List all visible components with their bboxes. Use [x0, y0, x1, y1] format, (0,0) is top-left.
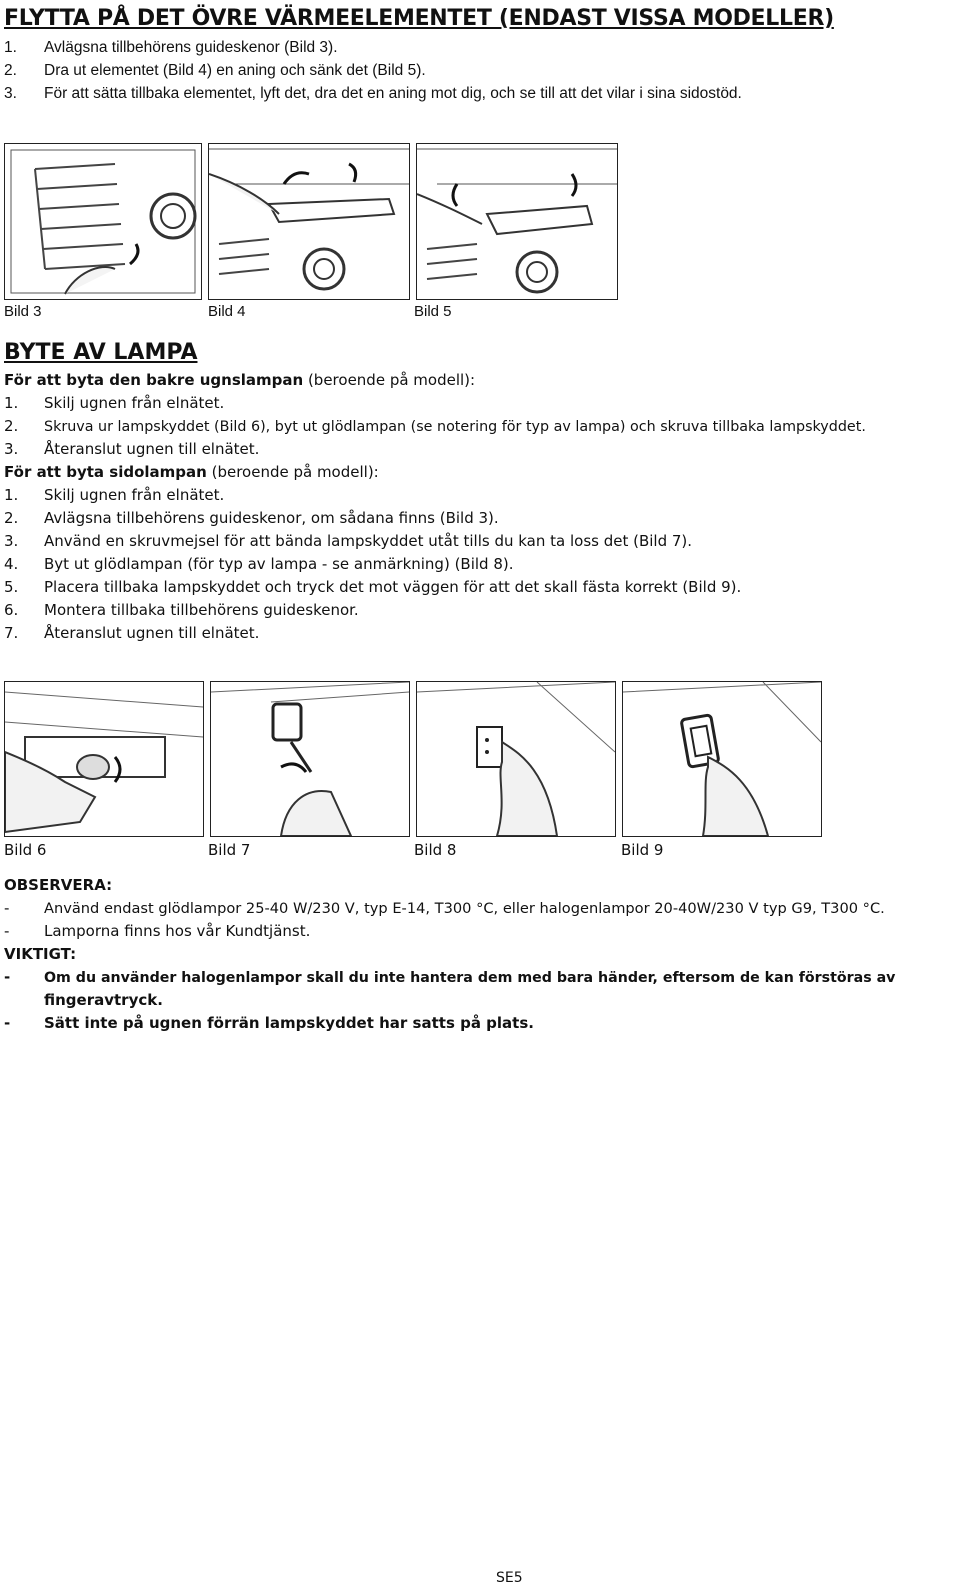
figure-caption: Bild 6 — [4, 841, 47, 859]
intro-bold: För att byta sidolampan — [4, 463, 207, 481]
list-item — [4, 485, 224, 505]
step-text: Skruva ur lampskyddet (Bild 6), byt ut glödlampan (se notering för typ av lampa) och skruva tillbaka lampskyddet. — [44, 419, 866, 435]
intro-rest: (beroende på modell): — [206, 463, 379, 481]
step-number: 1. — [4, 39, 17, 56]
section-heading-lamp: BYTE AV LAMPA — [4, 340, 198, 365]
step-text: Återanslut ugnen till elnätet. — [44, 440, 260, 458]
note-dash: - — [4, 899, 10, 917]
step-text: Montera tillbaka tillbehörens guideskenor. — [44, 601, 359, 619]
figure-caption: Bild 5 — [414, 303, 452, 320]
step-text: För att sätta tillbaka elementet, lyft det, dra det en aning mot dig, och se till att det vilar i sina sidostöd. — [44, 85, 742, 102]
list-item — [4, 439, 259, 459]
list-item — [4, 554, 514, 574]
step-text: Avlägsna tillbehörens guideskenor (Bild 3). — [44, 39, 338, 56]
note-dash: - — [4, 922, 10, 940]
press-lamp-cover-illustration — [622, 681, 822, 837]
step-text: Byt ut glödlampan (för typ av lampa - se anmärkning) (Bild 8). — [44, 555, 514, 573]
list-item — [4, 393, 224, 413]
step-text: Placera tillbaka lampskyddet och tryck det mot väggen för att det skall fästa korrekt (Bild 9). — [44, 578, 742, 596]
list-item — [4, 577, 741, 597]
step-text: Återanslut ugnen till elnätet. — [44, 624, 260, 642]
warning-item — [4, 1013, 534, 1033]
step-number: 2. — [4, 417, 19, 435]
step-number: 2. — [4, 62, 17, 79]
warning-dash: - — [4, 1014, 11, 1032]
oven-rack-removal-illustration — [4, 143, 202, 300]
step-number: 3. — [4, 85, 17, 102]
step-number: 6. — [4, 601, 19, 619]
step-number: 5. — [4, 578, 19, 596]
page-number: SE5 — [496, 1570, 523, 1586]
step-number: 1. — [4, 486, 19, 504]
list-item — [4, 600, 359, 620]
note-text: Använd endast glödlampor 25-40 W/230 V, typ E-14, T300 °C, eller halogenlampor 20-40W/230 V typ G9, T300 °C. — [44, 900, 885, 917]
step-text: Skilj ugnen från elnätet. — [44, 394, 225, 412]
figure-caption: Bild 7 — [208, 841, 251, 859]
observera-label: OBSERVERA: — [4, 876, 113, 894]
list-item — [4, 84, 742, 104]
list-item — [4, 508, 499, 528]
note-item — [4, 898, 885, 919]
warning-item — [4, 967, 895, 988]
figure-caption: Bild 4 — [208, 303, 246, 320]
step-text: Skilj ugnen från elnätet. — [44, 486, 225, 504]
step-number: 2. — [4, 509, 19, 527]
list-item — [4, 416, 866, 437]
heating-element-pull-illustration — [208, 143, 410, 300]
step-number: 3. — [4, 532, 19, 550]
step-text: Dra ut elementet (Bild 4) en aning och sänk det (Bild 5). — [44, 62, 426, 79]
rear-lamp-cover-illustration — [4, 681, 204, 837]
figure-caption: Bild 9 — [621, 841, 664, 859]
intro-bold: För att byta den bakre ugnslampan — [4, 371, 304, 389]
list-item — [4, 38, 338, 58]
step-number: 7. — [4, 624, 19, 642]
warning-continuation: fingeravtryck. — [44, 991, 163, 1009]
step-text: Använd en skruvmejsel för att bända lampskyddet utåt tills du kan ta loss det (Bild 7). — [44, 532, 693, 550]
viktigt-label: VIKTIGT: — [4, 945, 77, 963]
replace-bulb-illustration — [416, 681, 616, 837]
intro-rest: (beroende på modell): — [303, 371, 476, 389]
step-text: Avlägsna tillbehörens guideskenor, om sådana finns (Bild 3). — [44, 509, 499, 527]
warning-dash: - — [4, 968, 11, 986]
note-item — [4, 921, 310, 941]
heating-element-lower-illustration — [416, 143, 618, 300]
side-lamp-intro — [4, 462, 379, 482]
step-number: 3. — [4, 440, 19, 458]
list-item — [4, 61, 426, 81]
step-number: 4. — [4, 555, 19, 573]
step-number: 1. — [4, 394, 19, 412]
screwdriver-lamp-cover-illustration — [210, 681, 410, 837]
list-item — [4, 623, 259, 643]
list-item — [4, 531, 692, 551]
section-heading-heating-element: FLYTTA PÅ DET ÖVRE VÄRMEELEMENTET (ENDAST VISSA MODELLER) — [4, 6, 834, 31]
rear-lamp-intro — [4, 370, 475, 390]
figure-caption: Bild 8 — [414, 841, 457, 859]
note-text: Lamporna finns hos vår Kundtjänst. — [44, 922, 311, 940]
figure-caption: Bild 3 — [4, 303, 42, 320]
warning-text: Sätt inte på ugnen förrän lampskyddet har satts på plats. — [44, 1014, 534, 1032]
warning-text: Om du använder halogenlampor skall du inte hantera dem med bara händer, eftersom de kan förstöras av — [44, 970, 896, 986]
